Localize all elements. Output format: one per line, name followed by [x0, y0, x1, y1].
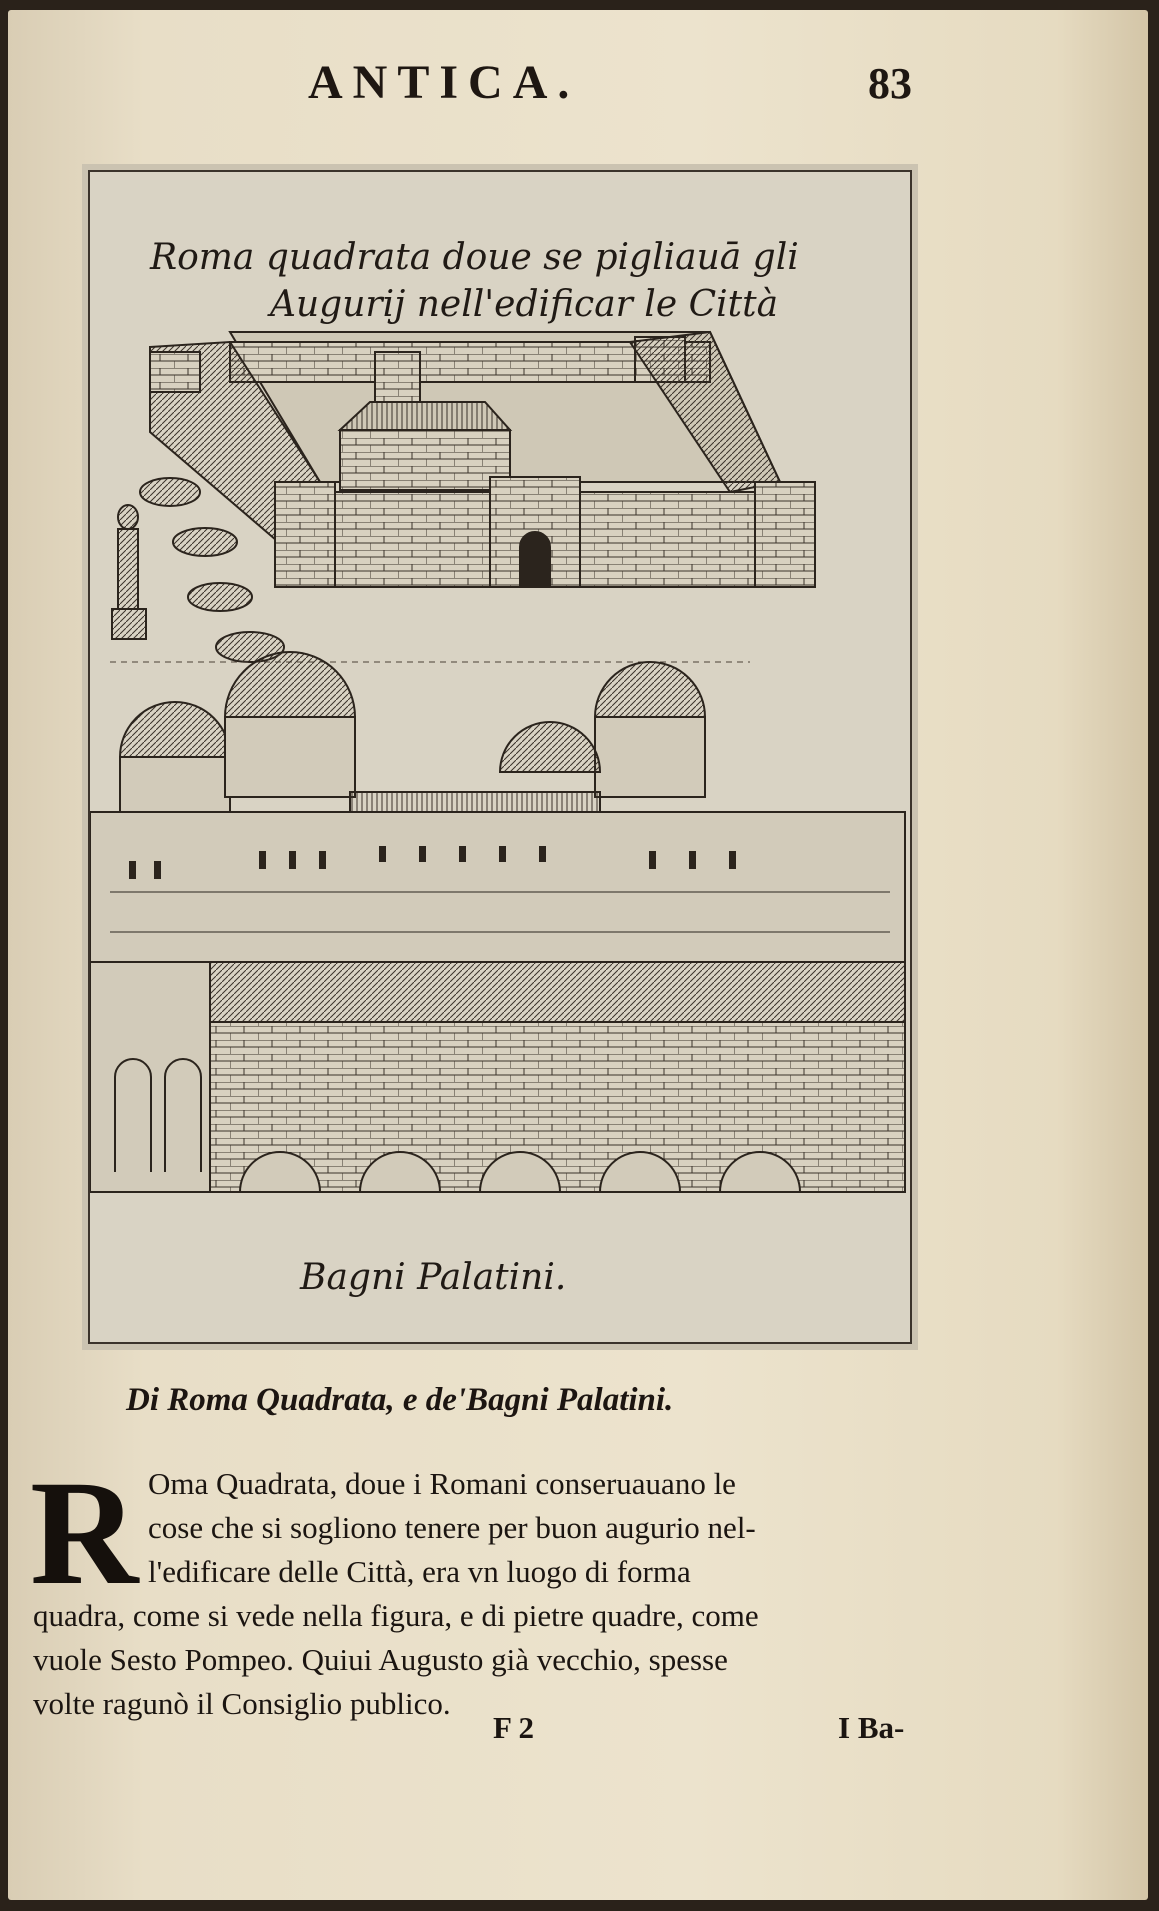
- body-line: l'edificare delle Città, era vn luogo di forma: [148, 1554, 691, 1589]
- running-head: ANTICA.: [308, 56, 580, 109]
- drop-cap: R: [30, 1450, 139, 1616]
- plate-caption-top-line2: Augurij nell'edificar le Città: [270, 284, 779, 325]
- body-line: vuole Sesto Pompeo. Quiui Augusto già vecchio, spesse: [33, 1642, 728, 1677]
- body-line: volte ragunò il Consiglio publico.: [33, 1686, 451, 1721]
- engraving-plate: [88, 170, 912, 1344]
- body-line: cose che si sogliono tenere per buon augurio nel-: [148, 1510, 756, 1545]
- catchword: I Ba-: [838, 1710, 905, 1745]
- plate-caption-bottom: Bagni Palatini.: [300, 1257, 567, 1298]
- section-title: Di Roma Quadrata, e de'Bagni Palatini.: [126, 1382, 674, 1418]
- bagni-palatini-building: [90, 652, 905, 1192]
- signature-mark: F 2: [493, 1710, 535, 1745]
- plate-caption-top-line1: Roma quadrata doue se pigliauā gli: [150, 237, 799, 278]
- engraving-illustration: [90, 172, 910, 1342]
- page-number: 83: [868, 59, 912, 108]
- roma-quadrata-fortress: [150, 332, 815, 587]
- book-page: [8, 10, 1148, 1900]
- body-line: quadra, come si vede nella figura, e di pietre quadre, come: [33, 1598, 759, 1633]
- body-line: Oma Quadrata, doue i Romani conseruauano le: [148, 1466, 736, 1501]
